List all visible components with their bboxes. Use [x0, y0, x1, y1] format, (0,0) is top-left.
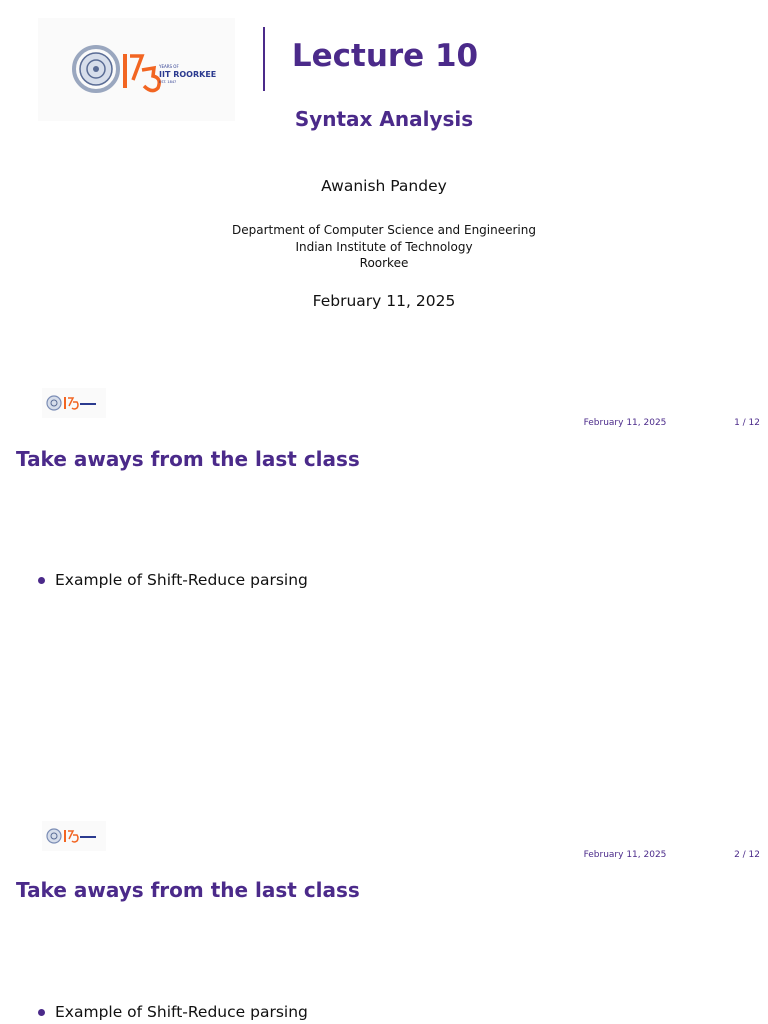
- iit-roorkee-logo: [38, 18, 235, 121]
- bullet-icon: [38, 1009, 45, 1016]
- author-name: Awanish Pandey: [321, 177, 447, 195]
- footer-page-number: 2 / 12: [734, 850, 760, 860]
- footer-date: February 11, 2025: [583, 850, 667, 860]
- frame-title: Take aways from the last class: [16, 447, 360, 471]
- frame-title: Take aways from the last class: [16, 878, 360, 902]
- list-item: [38, 571, 308, 589]
- footer-logo: [42, 821, 106, 851]
- title-divider: [263, 27, 265, 91]
- lecture-title: Lecture 10: [291, 38, 479, 74]
- list-item: [38, 1003, 308, 1021]
- institute-line: Indian Institute of Technology: [295, 239, 473, 254]
- institute-block: [0, 222, 768, 272]
- bullet-icon: [38, 577, 45, 584]
- bullet-text: Example of Shift-Reduce parsing: [55, 571, 308, 589]
- lecture-subtitle: Syntax Analysis: [294, 107, 474, 131]
- svg-text:EST. 1847: EST. 1847: [159, 80, 177, 84]
- bullet-text: Example of Shift-Reduce parsing: [55, 1003, 308, 1021]
- footer-page-number: 1 / 12: [734, 418, 760, 428]
- footer-logo: [42, 388, 106, 418]
- svg-text:YEARS OF: YEARS OF: [159, 64, 179, 69]
- institute-line: Roorkee: [359, 256, 409, 270]
- lecture-date: February 11, 2025: [312, 292, 456, 310]
- logo-wordmark: IIT ROORKEE: [159, 70, 217, 79]
- institute-line: Department of Computer Science and Engineering: [231, 223, 536, 237]
- footer-date: February 11, 2025: [583, 418, 667, 428]
